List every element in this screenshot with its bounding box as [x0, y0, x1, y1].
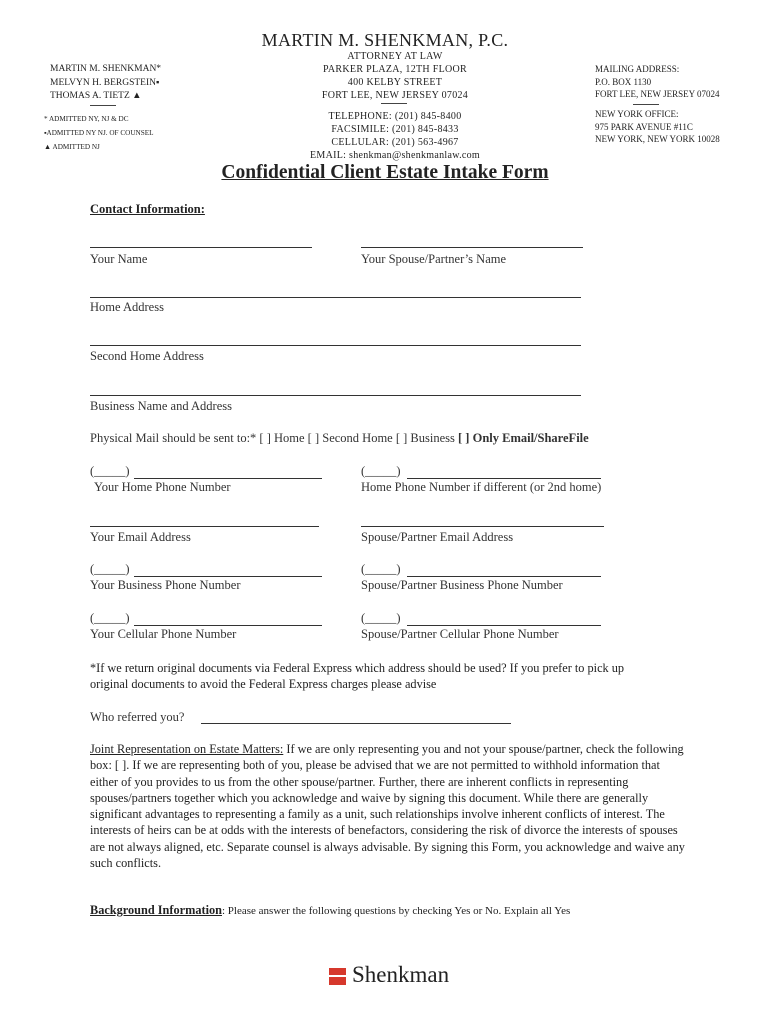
address-line: PARKER PLAZA, 12TH FLOOR: [322, 64, 468, 75]
ny-office-line: 975 PARK AVENUE #11C: [595, 121, 693, 132]
ny-office: [595, 108, 720, 146]
your-name-line[interactable]: [90, 247, 312, 248]
business-phone-label: Your Business Phone Number: [90, 578, 241, 592]
address-line: FORT LEE, NEW JERSEY 07024: [321, 90, 469, 101]
ny-office-line: NEW YORK, NEW YORK 10028: [595, 134, 720, 144]
attorney-name: THOMAS A. TIETZ ▲: [50, 91, 142, 101]
mailing-address: [595, 63, 720, 101]
telephone: TELEPHONE: (201) 845-8400: [328, 111, 462, 122]
home-address-line[interactable]: [90, 297, 581, 298]
home-address-label: Home Address: [90, 300, 164, 314]
firm-subtitle: ATTORNEY AT LAW: [347, 51, 443, 62]
divider: [381, 103, 407, 104]
background-section: [90, 903, 570, 918]
firm-contact-block: [270, 110, 520, 162]
attorney-list: [50, 63, 161, 104]
business-phone-area[interactable]: (_____): [90, 562, 130, 576]
admission-note: * ADMITTED NY, NJ & DC: [44, 115, 129, 123]
spouse-name-line[interactable]: [361, 247, 583, 248]
spouse-cell-phone-label: Spouse/Partner Cellular Phone Number: [361, 627, 559, 641]
logo-text: Shenkman: [352, 962, 450, 987]
cell-phone-area[interactable]: (_____): [90, 611, 130, 625]
email-line[interactable]: [90, 526, 319, 527]
spouse-name-label: Your Spouse/Partner’s Name: [361, 252, 507, 266]
divider: [633, 104, 659, 105]
home-phone-label: Your Home Phone Number: [94, 480, 231, 494]
referral-label: Who referred you?: [90, 710, 185, 724]
business-phone-line[interactable]: [134, 576, 322, 577]
referral-line[interactable]: [201, 723, 511, 724]
home-phone-area[interactable]: (_____): [90, 464, 130, 478]
background-text: : Please answer the following questions by checking Yes or No. Explain all Yes: [222, 905, 571, 917]
spouse-business-phone-line[interactable]: [407, 576, 601, 577]
shenkman-logo-icon: [329, 968, 346, 985]
form-title: Confidential Client Estate Intake Form: [221, 162, 549, 183]
admission-note: ▲ ADMITTED NJ: [44, 143, 100, 151]
email-sharefile-option[interactable]: [ ] Only Email/ShareFile: [458, 431, 589, 445]
contact-heading: Contact Information:: [90, 202, 205, 216]
spouse-cell-phone-area[interactable]: (_____): [361, 611, 401, 625]
spouse-email-line[interactable]: [361, 526, 604, 527]
cellular: CELLULAR: (201) 563-4967: [331, 137, 459, 148]
second-home-address-line[interactable]: [90, 345, 581, 346]
second-home-address-label: Second Home Address: [90, 349, 204, 363]
home-phone-2-area[interactable]: (_____): [361, 464, 401, 478]
attorney-name: MARTIN M. SHENKMAN*: [50, 64, 162, 74]
mailing-line: FORT LEE, NEW JERSEY 07024: [595, 89, 720, 99]
admission-notes: [44, 112, 154, 154]
business-address-label: Business Name and Address: [90, 399, 232, 413]
background-heading: Background Information: [90, 903, 222, 917]
admission-note: ▪ADMITTED NY NJ. OF COUNSEL: [44, 129, 154, 137]
spouse-business-phone-label: Spouse/Partner Business Phone Number: [361, 578, 563, 592]
home-phone-2-label: Home Phone Number if different (or 2nd home): [361, 480, 602, 494]
spouse-cell-phone-line[interactable]: [407, 625, 601, 626]
divider: [90, 105, 116, 106]
ny-office-line: NEW YORK OFFICE:: [595, 109, 679, 119]
attorney-name: MELVYN H. BERGSTEIN▪: [50, 77, 160, 88]
fedex-note: *If we return original documents via Federal Express which address should be used? If you prefer to pick up original documents to avoid the Federal Express charges please advise: [90, 661, 625, 692]
spouse-business-phone-area[interactable]: (_____): [361, 562, 401, 576]
facsimile: FACSIMILE: (201) 845-8433: [331, 124, 459, 135]
joint-heading: Joint Representation on Estate Matters:: [90, 742, 284, 756]
joint-text: If we are only representing you and not your spouse/partner, check the following box: [ ]. If we are representing both of you, please be advised that we are not permitted to withhold information that either of you provides to us from the other spouse/partner. Further, there are inherent conflicts in representing spouses/partners together which you acknowledge and waive by signing this document. While there are generally significant advantages to representing a family as a unit, such relationships involve inherent conflicts of interest. The interests of heirs can be at odds with the interests of benefactors, considering the risk of divorce the interests of spouses are not always aligned, etc. Separate counsel is always advisable. By signing this Form, you acknowledge and waive any such conflicts.: [90, 742, 685, 871]
email-label: Your Email Address: [90, 530, 191, 544]
firm-address-block: [270, 50, 520, 102]
mail-preference[interactable]: [90, 431, 589, 446]
your-name-label: Your Name: [90, 252, 148, 266]
home-phone-2-line[interactable]: [407, 478, 601, 479]
spouse-email-label: Spouse/Partner Email Address: [361, 530, 514, 544]
mail-preference-options[interactable]: Physical Mail should be sent to:* [ ] Home [ ] Second Home [ ] Business: [90, 431, 455, 445]
cell-phone-line[interactable]: [134, 625, 322, 626]
mailing-line: P.O. BOX 1130: [595, 76, 652, 87]
email: EMAIL: shenkman@shenkmanlaw.com: [309, 150, 481, 161]
joint-representation: [90, 741, 690, 871]
business-address-line[interactable]: [90, 395, 581, 396]
home-phone-line[interactable]: [134, 478, 322, 479]
address-line: 400 KELBY STREET: [347, 77, 443, 88]
firm-name: MARTIN M. SHENKMAN, P.C.: [261, 30, 509, 50]
mailing-line: MAILING ADDRESS:: [595, 64, 680, 74]
cell-phone-label: Your Cellular Phone Number: [90, 627, 237, 641]
